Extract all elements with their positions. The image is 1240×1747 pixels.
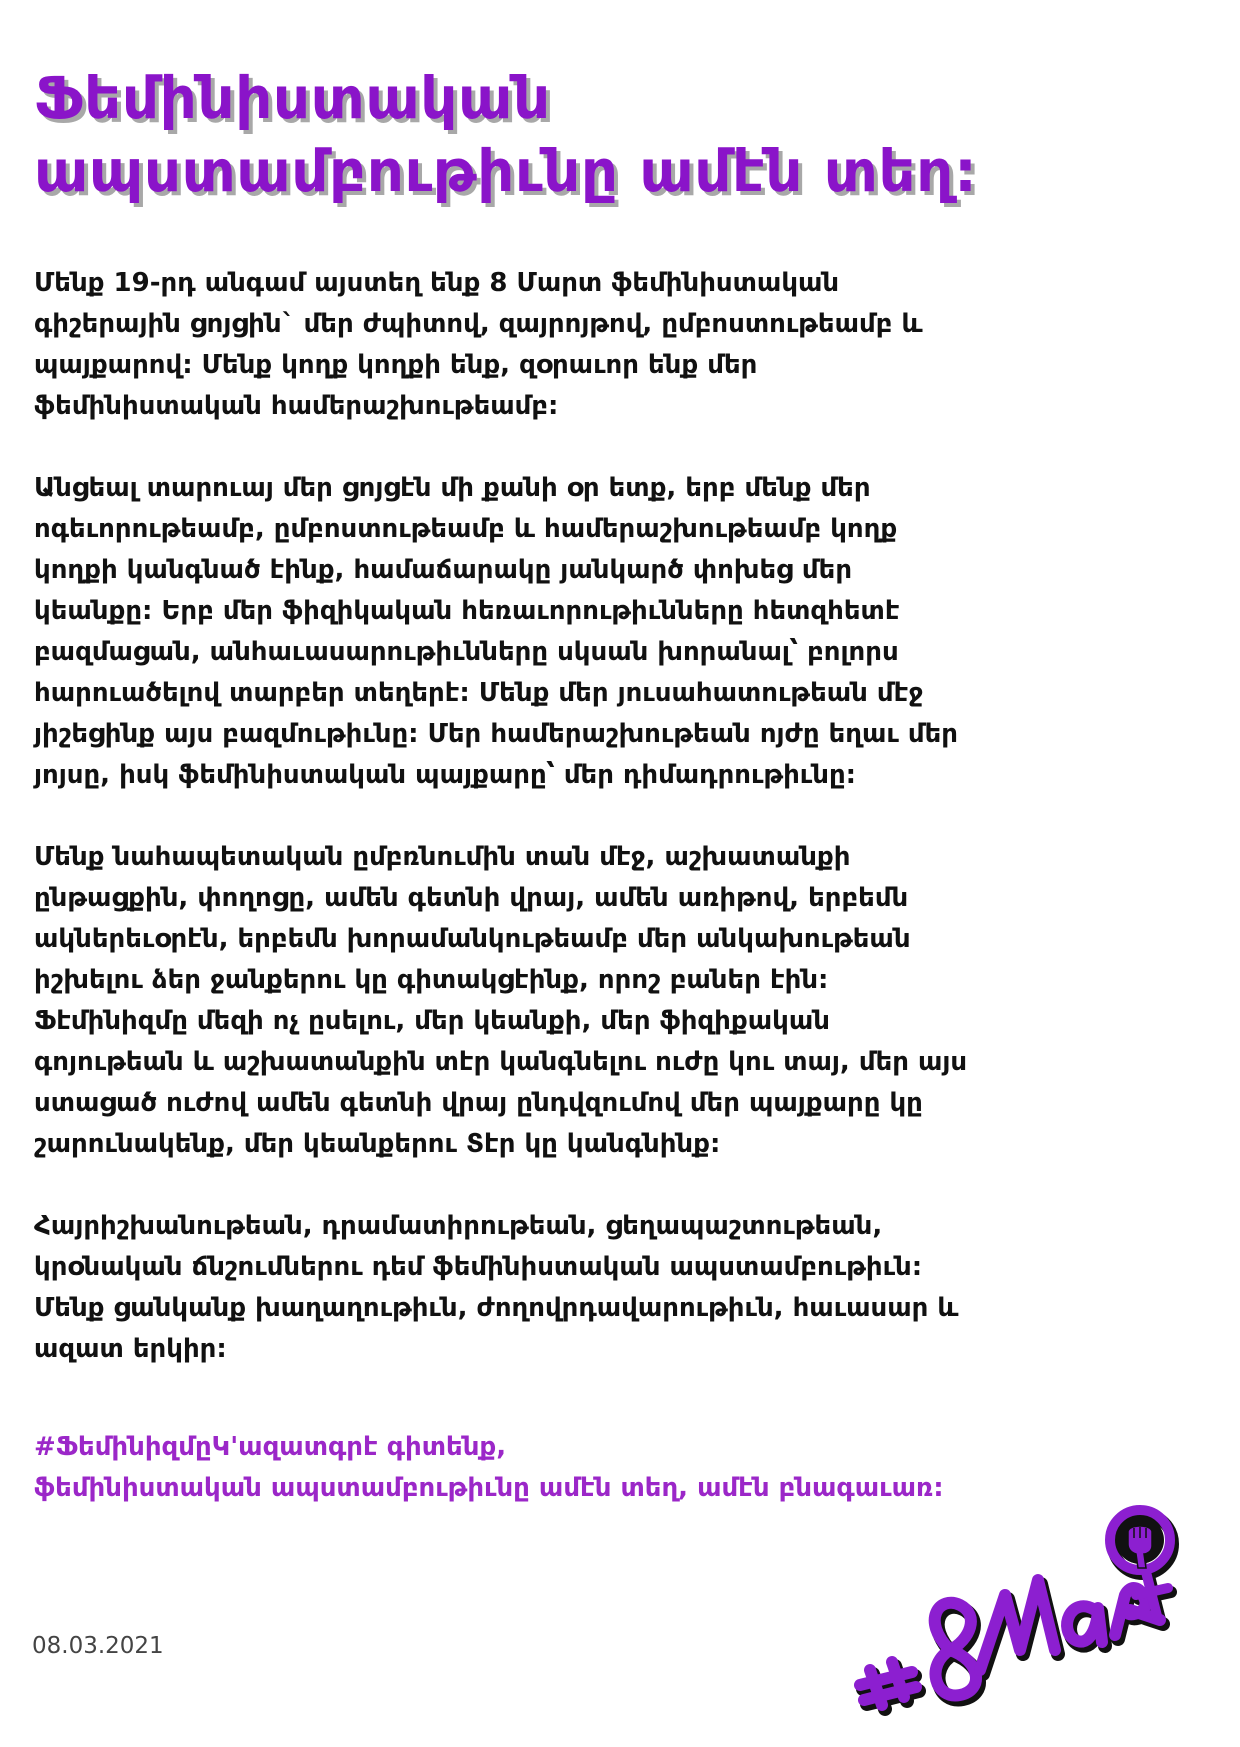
paragraph-1: [34, 263, 1184, 427]
text-line: ազատ երկիր:: [34, 1334, 227, 1364]
slogan-line: ֆեմինիստական ապստամբութիւնը ամէն տեղ, ամէն բնագաւառ:: [34, 1473, 944, 1503]
text-line: Անցեալ տարուայ մեր ցոյցէն մի քանի օր ետք, երբ մենք մեր: [34, 473, 871, 503]
8mar-feminist-fist-logo-icon: [840, 1500, 1180, 1740]
text-line: Մենք ցանկանք խաղաղութիւն, ժողովրդավարութիւն, հաւասար և: [34, 1293, 959, 1323]
page-title: [34, 62, 1214, 208]
text-line: Մենք նահապետական ըմբռնումին տան մէջ, աշխատանքի: [34, 842, 851, 872]
hashtag-slogan: [34, 1427, 1184, 1509]
text-line: կրօնական ճնշումներու դեմ ֆեմինիստական ապստամբութիւն:: [34, 1252, 923, 1282]
publication-date: 08.03.2021: [32, 1633, 164, 1659]
paragraph-4: [34, 1206, 1184, 1370]
title-line-1: Ֆեմինիստական: [34, 64, 551, 132]
text-line: պայքարով: Մենք կողք կողքի ենք, զօրաւոր ենք մեր: [34, 350, 758, 380]
text-line: գիշերային ցոյցին` մեր ժպիտով, զայրոյթով, ըմբոստութեամբ և: [34, 309, 923, 339]
text-line: ընթացքին, փողոցը, ամեն գետնի վրայ, ամեն առիթով, երբեմն: [34, 883, 909, 913]
text-line: ոգեւորութեամբ, ըմբոստութեամբ և համերաշխութեամբ կողք: [34, 514, 898, 544]
text-line: հարուածելով տարբեր տեղերէ: Մենք մեր յուսահատութեան մէջ: [34, 678, 924, 708]
text-line: գոյութեան և աշխատանքին տէր կանգնելու ուժը կու տայ, մեր այս: [34, 1047, 968, 1077]
title-line-2: ապստամբութիւնը ամէն տեղ:: [34, 137, 978, 205]
text-line: յիշեցինք այս բազմութիւնը: Մեր համերաշխութեան ոյժը եղաւ մեր: [34, 719, 958, 749]
text-line: ֆեմինիստական համերաշխութեամբ:: [34, 391, 559, 421]
text-line: Հայրիշխանութեան, դրամատիրութեան, ցեղապաշտութեան,: [34, 1211, 883, 1241]
paragraph-3: [34, 837, 1184, 1165]
text-line: բազմացան, անհաւասարութիւնները սկսան խորանալ՝ բոլորս: [34, 637, 899, 667]
text-line: յոյսը, իսկ ֆեմինիստական պայքարը՝ մեր դիմադրութիւնը:: [34, 760, 857, 790]
text-line: կեանքը: Երբ մեր ֆիզիկական հեռաւորութիւնները հետզհետէ: [34, 596, 900, 626]
text-line: Ֆէմինիզմը մեզի ոչ ըսելու, մեր կեանքի, մեր ֆիզիքական: [34, 1006, 830, 1036]
text-line: ակներեւօրէն, երբեմն խորամանկութեամբ մեր անկախութեան: [34, 924, 911, 954]
text-line: կողքի կանգնած էինք, համաճարակը յանկարծ փոխեց մեր: [34, 555, 853, 585]
text-line: շարունակենք, մեր կեանքերու Տէր կը կանգնինք:: [34, 1129, 721, 1159]
text-line: ստացած ուժով ամեն գետնի վրայ ընդվզումով մեր պայքարը կը: [34, 1088, 923, 1118]
text-line: իշխելու ձեր ջանքերու կը գիտակցէինք, որոշ բաներ էին:: [34, 965, 829, 995]
paragraph-2: [34, 468, 1184, 796]
hashtag-line: #ՖեմինիզմըԿ'ազատգրէ գիտենք,: [34, 1432, 507, 1462]
manifesto-body: [34, 263, 1184, 1411]
text-line: Մենք 19-րդ անգամ այստեղ ենք 8 Մարտ ֆեմինիստական: [34, 268, 840, 298]
